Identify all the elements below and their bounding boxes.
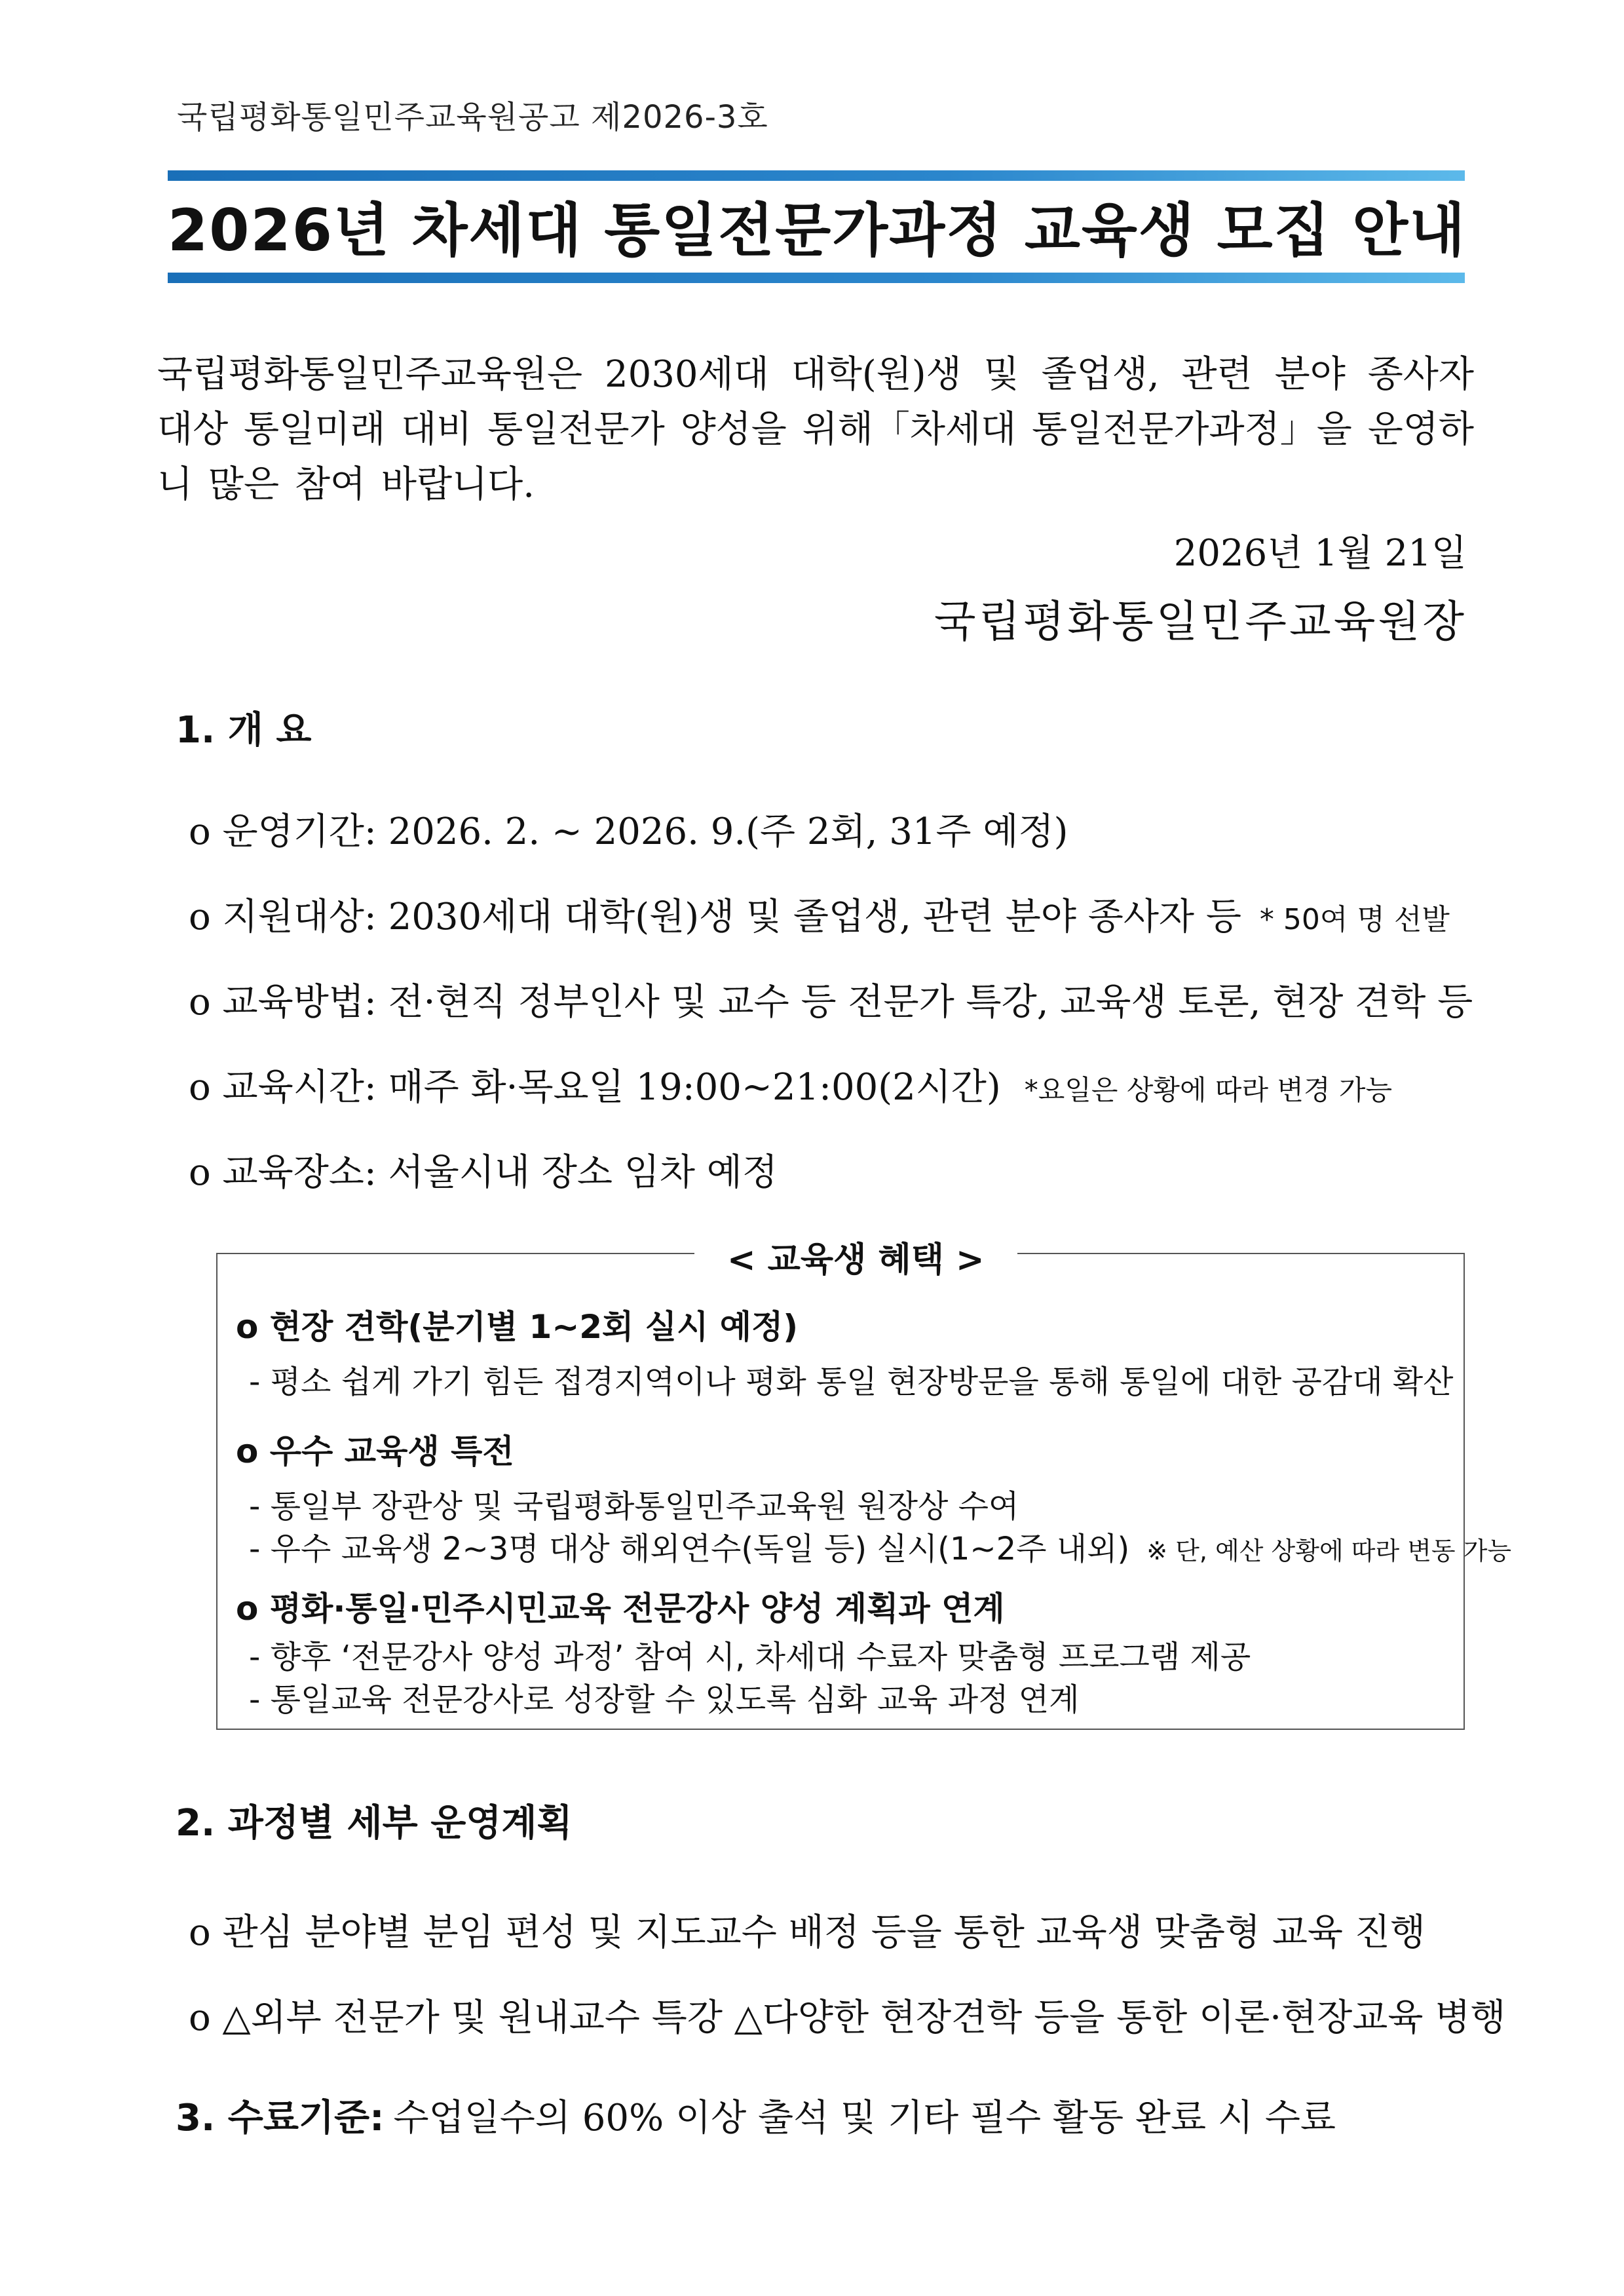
- benefit-line-text: - 우수 교육생 2~3명 대상 해외연수(독일 등) 실시(1~2주 내외): [249, 1531, 1130, 1567]
- benefit-line: [249, 1674, 1079, 1719]
- overview-item-target: [189, 888, 1450, 940]
- page-title: 2026년 차세대 통일전문가과정 교육생 모집 안내: [168, 197, 1467, 264]
- section-1-heading: 1. 개 요: [176, 709, 312, 752]
- overview-item-text: o 교육장소: 서울시내 장소 임차 예정: [189, 1151, 778, 1194]
- benefit-line-text: - 통일부 장관상 및 국립평화통일민주교육원 원장상 수여: [249, 1488, 1019, 1525]
- overview-item-time: [189, 1058, 1392, 1111]
- title-bottom-rule: [168, 273, 1465, 283]
- benefit-line: [249, 1481, 1019, 1526]
- title-top-rule: [168, 170, 1465, 181]
- benefit-line-text: - 통일교육 전문강사로 성장할 수 있도록 심화 교육 과정 연계: [249, 1681, 1080, 1718]
- overview-item-period: [189, 803, 1068, 855]
- overview-item-text: o 운영기간: 2026. 2. ~ 2026. 9.(주 2회, 31주 예정): [189, 811, 1068, 853]
- benefit-heading-instructor: o 평화·통일·민주시민교육 전문강사 양성 계획과 연계: [236, 1590, 1005, 1628]
- announcement-date: 2026년 1월 21일: [1173, 532, 1467, 575]
- benefit-line-text: - 향후 ‘전문강사 양성 과정’ 참여 시, 차세대 수료자 맞춤형 프로그램 제공: [249, 1639, 1251, 1675]
- section-3-heading: 3. 수료기준:: [176, 2097, 385, 2139]
- overview-item-text: o 지원대상: 2030세대 대학(원)생 및 졸업생, 관련 분야 종사자 등: [189, 896, 1241, 938]
- issuer-name: 국립평화통일민주교육원장: [934, 596, 1467, 647]
- overview-item-place: [189, 1143, 778, 1196]
- benefit-line: [249, 1356, 1454, 1402]
- benefits-title: < 교육생 혜택 >: [694, 1232, 1017, 1281]
- notice-number: 국립평화통일민주교육원공고 제2026-3호: [177, 99, 768, 136]
- benefit-line: [249, 1632, 1251, 1677]
- overview-item-method: [189, 973, 1473, 1025]
- completion-criteria: 수업일수의 60% 이상 출석 및 기타 필수 활동 완료 시 수료: [393, 2097, 1336, 2139]
- intro-paragraph: 국립평화통일민주교육원은 2030세대 대학(원)생 및 졸업생, 관련 분야 종사자 대상 통일미래 대비 통일전문가 양성을 위해「차세대 통일전문가과정」을 운영하니 많은 참여 바랍니다.: [157, 353, 1474, 506]
- benefit-line: [249, 1523, 1511, 1569]
- plan-item: o △외부 전문가 및 원내교수 특강 △다양한 현장견학 등을 통한 이론·현장교육 병행: [189, 1997, 1506, 2039]
- benefit-line-text: - 평소 쉽게 가기 힘든 접경지역이나 평화 통일 현장방문을 통해 통일에 대한 공감대 확산: [249, 1364, 1454, 1400]
- overview-item-note: *요일은 상황에 따라 변경 가능: [1024, 1074, 1393, 1106]
- section-2-heading: 2. 과정별 세부 운영계획: [176, 1802, 573, 1845]
- benefit-heading-top-student: o 우수 교육생 특전: [236, 1432, 514, 1470]
- overview-item-text: o 교육시간: 매주 화·목요일 19:00~21:00(2시간): [189, 1066, 1001, 1109]
- benefit-line-note: ※ 단, 예산 상황에 따라 변동 가능: [1146, 1537, 1512, 1565]
- section-3: [176, 2089, 1336, 2141]
- benefit-heading-field-trip: o 현장 견학(분기별 1~2회 실시 예정): [236, 1308, 799, 1346]
- overview-item-note: * 50여 명 선발: [1259, 903, 1450, 936]
- overview-item-text: o 교육방법: 전·현직 정부인사 및 교수 등 전문가 특강, 교육생 토론, 현장 견학 등: [189, 981, 1473, 1024]
- plan-item: o 관심 분야별 분임 편성 및 지도교수 배정 등을 통한 교육생 맞춤형 교육 진행: [189, 1911, 1426, 1954]
